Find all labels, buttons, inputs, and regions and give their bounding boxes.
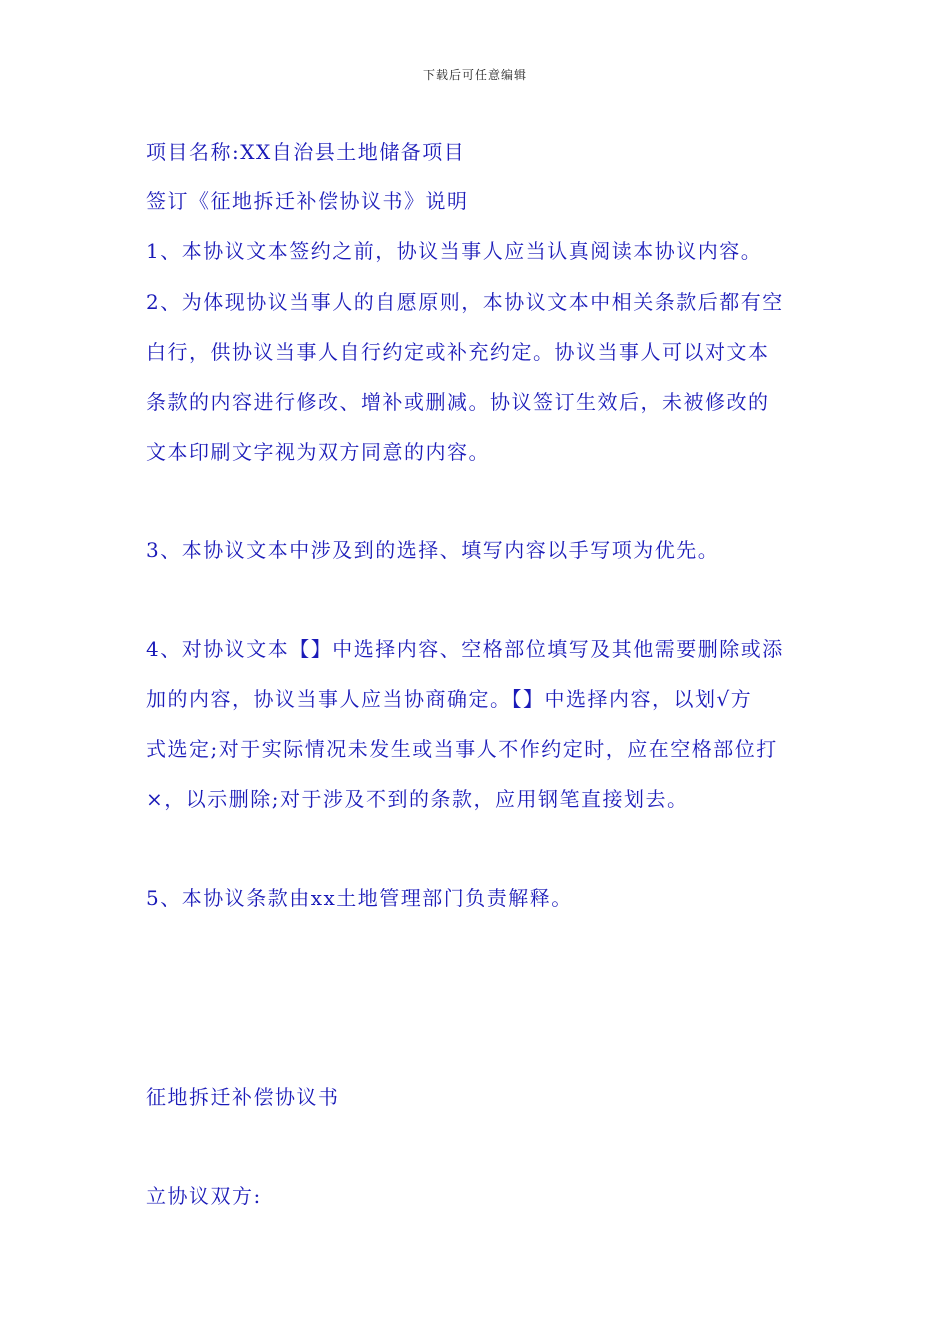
agreement-title: 征地拆迁补偿协议书	[146, 1085, 340, 1109]
page-header: 下载后可任意编辑	[422, 68, 527, 82]
note-item-3: 3、本协议文本中涉及到的选择、填写内容以手写项为优先。	[146, 538, 720, 562]
note-item-2	[146, 277, 826, 477]
note-item-4-line: 4、对协议文本【】中选择内容、空格部位填写及其他需要删除或添	[146, 637, 784, 661]
project-name-line: 项目名称:XX自治县土地储备项目	[146, 140, 466, 164]
note-item-4-line: ×，以示删除;对于涉及不到的条款，应用钢笔直接划去。	[146, 787, 689, 811]
notes-title: 签订《征地拆迁补偿协议书》说明	[146, 189, 469, 213]
note-item-2-line: 白行，供协议当事人自行约定或补充约定。协议当事人可以对文本	[146, 340, 770, 364]
note-item-4	[146, 624, 826, 824]
note-item-2-line: 条款的内容进行修改、增补或删减。协议签订生效后，未被修改的	[146, 390, 770, 414]
note-item-2-line: 2、为体现协议当事人的自愿原则，本协议文本中相关条款后都有空	[146, 290, 784, 314]
note-item-1: 1、本协议文本签约之前，协议当事人应当认真阅读本协议内容。	[146, 239, 763, 263]
parties-label: 立协议双方:	[146, 1184, 262, 1208]
note-item-2-line: 文本印刷文字视为双方同意的内容。	[146, 440, 490, 464]
note-item-5: 5、本协议条款由xx土地管理部门负责解释。	[146, 886, 573, 910]
note-item-4-line: 加的内容，协议当事人应当协商确定。【】中选择内容，以划√方	[146, 687, 753, 711]
note-item-4-line: 式选定;对于实际情况未发生或当事人不作约定时，应在空格部位打	[146, 737, 778, 761]
